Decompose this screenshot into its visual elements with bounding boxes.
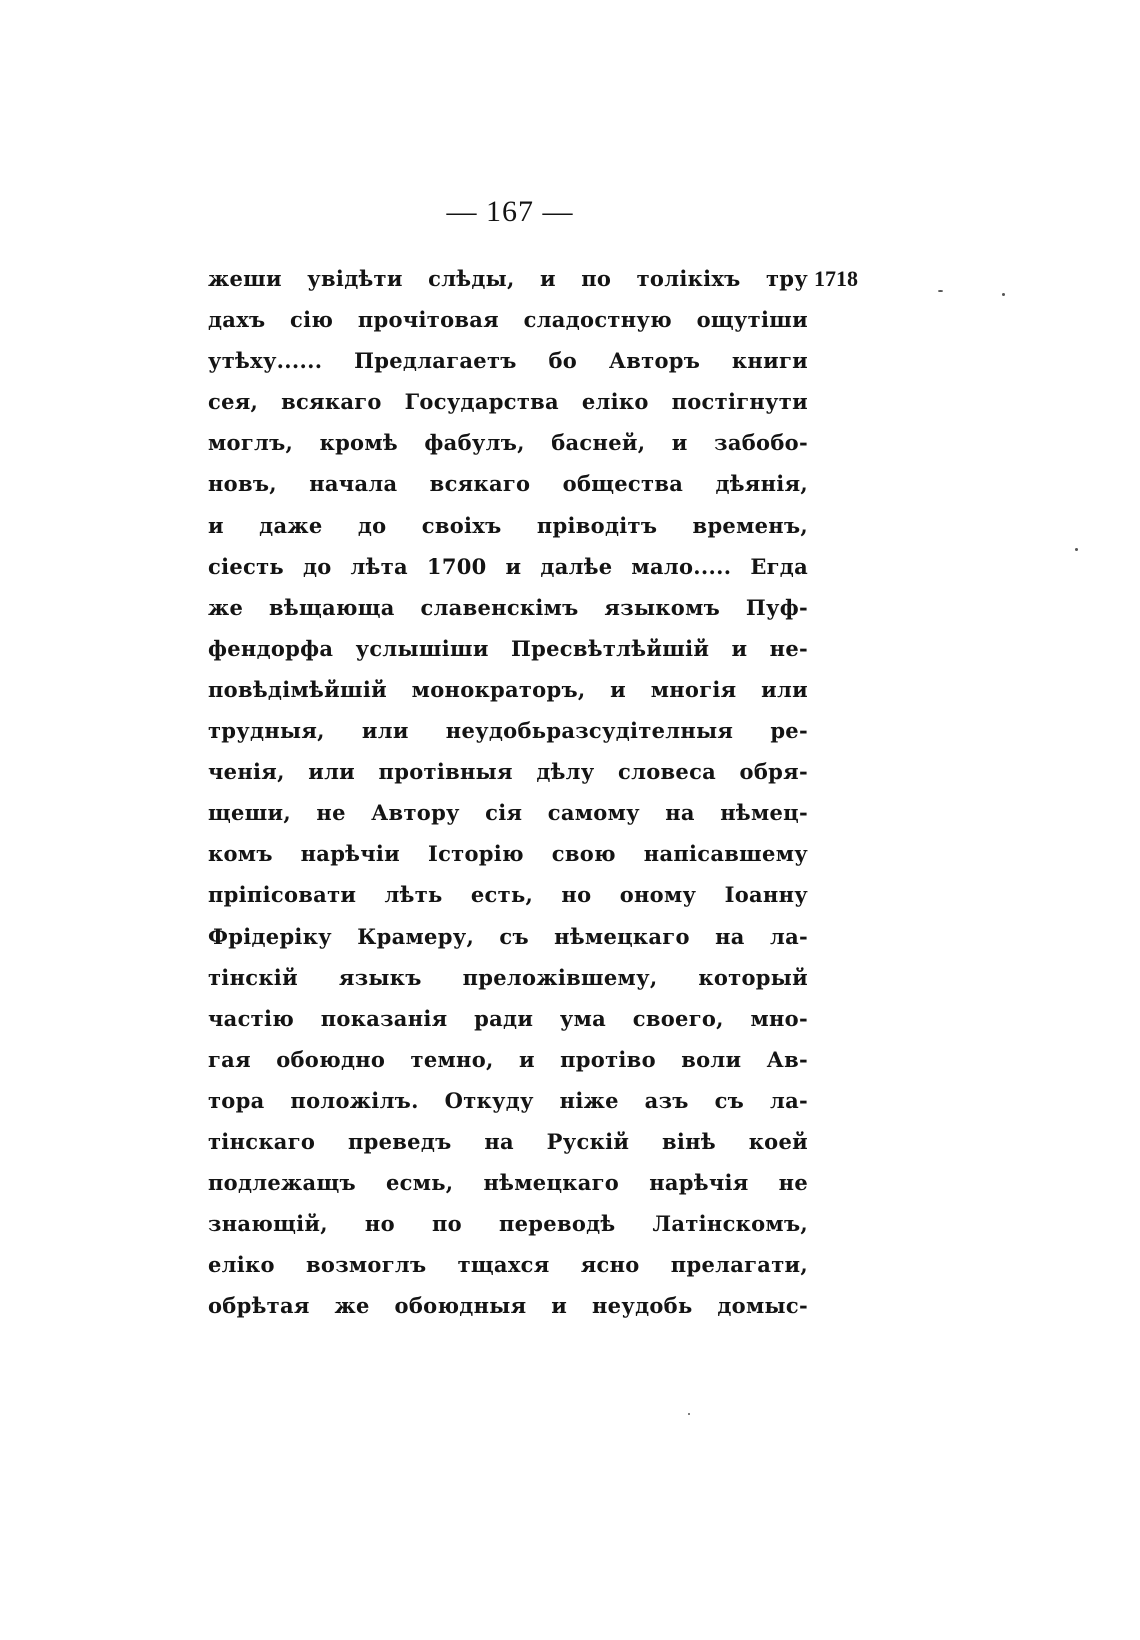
text-line: знающій, но по переводѣ Латінскомъ,: [208, 1211, 808, 1237]
body-text: [208, 258, 808, 1326]
text-line: гая обоюдно темно, и протіво воли Ав-: [208, 1046, 808, 1072]
text-line: дахъ сію прочітовая сладостную ощутіши: [208, 307, 808, 333]
text-line: тінскаго преведъ на Рускій вінѣ коей: [208, 1128, 808, 1154]
text-line: обрѣтая же обоюдныя и неудобь домыс-: [208, 1293, 808, 1319]
text-line: тора положілъ. Откуду ніже азъ съ ла-: [208, 1087, 808, 1113]
margin-note-year: 1718: [814, 266, 858, 291]
text-line: моглъ, кромѣ фабулъ, басней, и забобо-: [208, 430, 808, 456]
text-line: трудныя, или неудобьразсудітелныя ре-: [208, 718, 808, 744]
text-line: и даже до своіхъ пріводітъ временъ,: [208, 512, 808, 538]
text-line: новъ, начала всякаго общества дѣянія,: [208, 471, 808, 497]
text-line: фендорфа услышіши Пресвѣтлѣйшій и не-: [208, 635, 808, 661]
text-line: сіесть до лѣта 1700 и далѣе мало..... Егда: [208, 553, 808, 579]
text-line: щеши, не Автору сія самому на нѣмец-: [208, 800, 808, 826]
scan-speck: [688, 1413, 690, 1415]
text-line: подлежащъ есмь, нѣмецкаго нарѣчія не: [208, 1170, 808, 1196]
text-line: ченія, или протівныя дѣлу словеса обря-: [208, 759, 808, 785]
scan-speck: [938, 290, 943, 292]
text-line: тінскій языкъ преложівшему, который: [208, 964, 808, 990]
text-line: частію показанія ради ума своего, мно-: [208, 1005, 808, 1031]
text-line: сея, всякаго Государства еліко постігнути: [208, 389, 808, 415]
text-line: пріпісовати лѣть есть, но оному Іоанну: [208, 882, 808, 908]
text-line: повѣдімѣйшій монократоръ, и многія или: [208, 676, 808, 702]
text-line: Фрідеріку Крамеру, съ нѣмецкаго на ла-: [208, 923, 808, 949]
scan-speck: [1075, 548, 1078, 551]
text-line: комъ нарѣчіи Історію свою напісавшему: [208, 841, 808, 867]
text-line: еліко возмоглъ тщахся ясно прелагати,: [208, 1252, 808, 1278]
text-line: жеши увідѣти слѣды, и по толікіхъ тру: [208, 266, 808, 291]
text-line: утѣху...... Предлагаетъ бо Авторъ книги: [208, 348, 808, 374]
page-number: — 167 —: [446, 195, 574, 228]
scan-speck: [1002, 293, 1005, 296]
text-line: же вѣщающа славенскімъ языкомъ Пуф-: [208, 594, 808, 620]
